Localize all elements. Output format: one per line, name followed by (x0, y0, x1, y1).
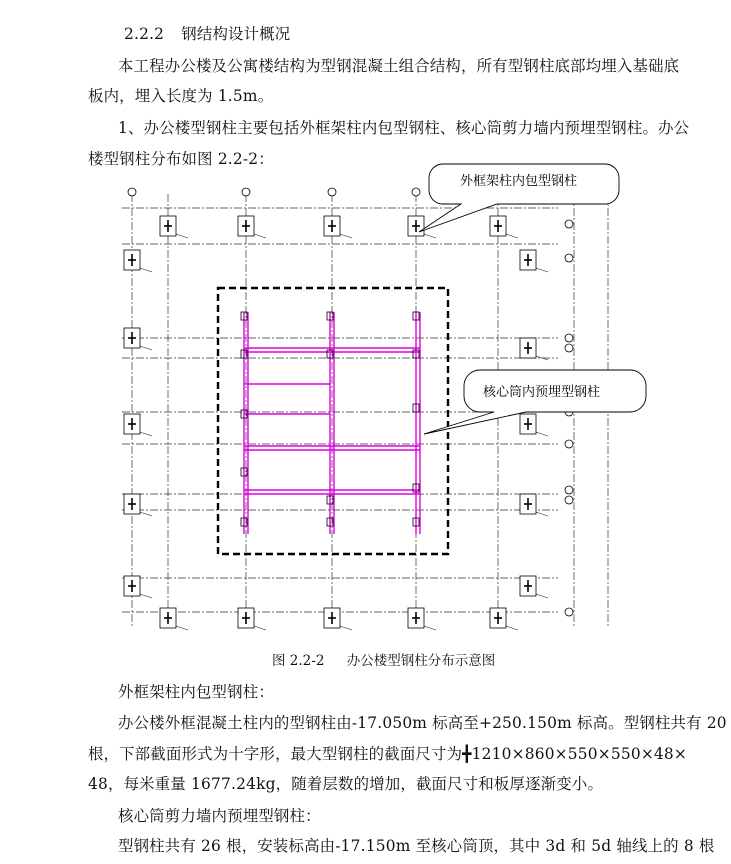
outer-column (160, 216, 188, 238)
axis-bubble-right (565, 220, 573, 228)
axis-bubble-right (565, 608, 573, 616)
subsection-core-line-1: 型钢柱共有 26 根，安装标高由-17.150m 至核心筒顶，其中 3d 和 5d 轴线上的 8 根 (118, 837, 715, 855)
callout-core-text: 核心筒内预埋型钢柱 (483, 385, 601, 400)
outer-column-label-line (140, 268, 152, 272)
subsection-core-title: 核心筒剪力墙内预埋型钢柱： (118, 807, 321, 825)
section-heading (124, 22, 290, 44)
outer-column (124, 414, 152, 436)
paragraph-1-line-1: 本工程办公楼及公寓楼结构为型钢混凝土组合结构，所有型钢柱底部均埋入基础底 (118, 57, 680, 75)
callout-outer-frame (419, 164, 619, 232)
outer-column-label-line (340, 234, 352, 238)
outer-column-label-line (536, 512, 548, 516)
outer-column-label-line (536, 594, 548, 598)
outer-column-label-line (254, 626, 266, 630)
outer-column (408, 608, 436, 630)
outer-column-label-line (424, 234, 436, 238)
outer-column (324, 216, 352, 238)
axis-bubble-right (565, 486, 573, 494)
outer-column (520, 250, 548, 272)
outer-column (160, 608, 188, 630)
outer-column (490, 608, 518, 630)
paragraph-2-line-2: 楼型钢柱分布如图 2.2-2： (88, 150, 274, 168)
axis-bubble-right (565, 496, 573, 504)
outer-column-label-line (140, 512, 152, 516)
callout-outer-text: 外框架柱内包型钢柱 (460, 174, 578, 189)
axis-bubble-top (328, 188, 336, 196)
subsection-outer-line-3: 48，每米重量 1677.24kg，随着层数的增加，截面尺寸和板厚逐渐变小。 (88, 775, 604, 793)
outer-column (124, 328, 152, 350)
outer-column (520, 414, 548, 436)
outer-column (324, 608, 352, 630)
section-heading-number: 2.2.2 (124, 25, 165, 43)
axis-bubble-top (128, 188, 136, 196)
outer-column (490, 216, 518, 238)
outer-column-label-line (254, 234, 266, 238)
figure-caption-number: 图 2.2-2 (272, 653, 325, 669)
outer-column (124, 576, 152, 598)
outer-column-label-line (176, 234, 188, 238)
outer-column-label-line (140, 594, 152, 598)
core-tube-outline (218, 288, 448, 554)
outer-column-label-line (536, 268, 548, 272)
outer-column (238, 608, 266, 630)
axis-bubble-right (565, 440, 573, 448)
outer-column-label-line (140, 432, 152, 436)
paragraph-2-line-1: 1、办公楼型钢柱主要包括外框架柱内包型钢柱、核心筒剪力墙内预埋型钢柱。办公 (118, 119, 690, 137)
subsection-outer-line-1: 办公楼外框混凝土柱内的型钢柱由-17.050m 标高至+250.150m 标高。型钢柱共有 20 (118, 714, 727, 732)
outer-column (124, 494, 152, 516)
outer-column-label-line (536, 432, 548, 436)
outer-frame-columns (124, 216, 548, 630)
outer-column (124, 250, 152, 272)
axis-bubble-top (412, 188, 420, 196)
outer-column (520, 338, 548, 360)
subsection-outer-title: 外框架柱内包型钢柱： (118, 683, 274, 701)
outer-column (520, 494, 548, 516)
outer-column-label-line (506, 234, 518, 238)
outer-column-label-line (506, 626, 518, 630)
outer-column (238, 216, 266, 238)
column-layout-figure (118, 174, 618, 634)
section-heading-title: 钢结构设计概况 (181, 25, 291, 43)
outer-column-label-line (340, 626, 352, 630)
axis-bubble-right (565, 344, 573, 352)
outer-column (520, 576, 548, 598)
outer-column-label-line (176, 626, 188, 630)
figure-caption-title: 办公楼型钢柱分布示意图 (346, 653, 496, 669)
figure-caption (272, 649, 495, 669)
axis-bubble-right (565, 334, 573, 342)
paragraph-1-line-2: 板内，埋入长度为 1.5m。 (88, 87, 274, 105)
outer-column-label-line (140, 346, 152, 350)
axis-bubble-right (565, 254, 573, 262)
axis-bubble-top (242, 188, 250, 196)
subsection-outer-line-2: 根，下部截面形式为十字形，最大型钢柱的截面尺寸为╋1210×860×550×550×48× (88, 745, 687, 763)
outer-column-label-line (424, 626, 436, 630)
